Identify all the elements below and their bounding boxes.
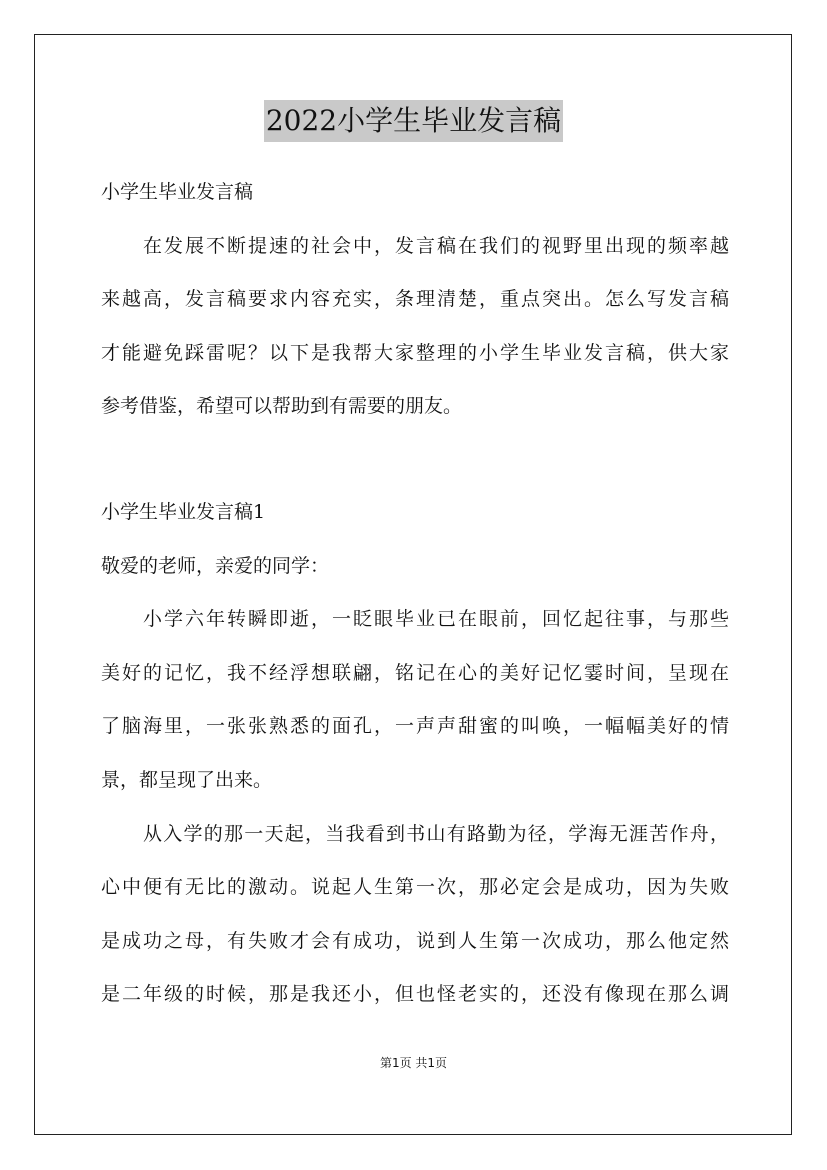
- subtitle: 小学生毕业发言稿: [101, 181, 254, 203]
- paragraph-line: 从入学的那一天起，当我看到书山有路勤为径，学海无涯苦作舟，: [143, 822, 729, 845]
- intro-line: 参考借鉴，希望可以帮助到有需要的朋友。: [101, 395, 463, 418]
- paragraph-line: 是成功之母，有失败才会有成功，说到人生第一次成功，那么他定然: [101, 929, 729, 952]
- page-footer: 第1页 共1页: [379, 1056, 448, 1070]
- paragraph-line: 是二年级的时候，那是我还小，但也怪老实的，还没有像现在那么调: [101, 983, 729, 1006]
- section-spacer: [101, 434, 729, 486]
- paragraph-line: 了脑海里，一张张熟悉的面孔，一声声甜蜜的叫唤，一幅幅美好的情: [101, 715, 729, 738]
- paragraph-line: 心中便有无比的激动。说起人生第一次，那必定会是成功，因为失败: [101, 876, 729, 899]
- paragraph-line: 景，都呈现了出来。: [101, 768, 273, 791]
- title-container: [0, 100, 827, 142]
- paragraph-line: 美好的记忆，我不经浮想联翩，铭记在心的美好记忆霎时间，呈现在: [101, 661, 729, 684]
- intro-line: 在发展不断提速的社会中，发言稿在我们的视野里出现的频率越: [143, 234, 729, 257]
- paragraph-line: 小学六年转瞬即逝，一眨眼毕业已在眼前，回忆起往事，与那些: [143, 608, 729, 631]
- intro-line: 来越高，发言稿要求内容充实，条理清楚，重点突出。怎么写发言稿: [101, 288, 729, 311]
- intro-line: 才能避免踩雷呢？以下是我帮大家整理的小学生毕业发言稿，供大家: [101, 341, 729, 364]
- document-body: [101, 166, 729, 1022]
- greeting: 敬爱的老师，亲爱的同学：: [101, 554, 330, 577]
- document-title: 2022小学生毕业发言稿: [264, 100, 563, 142]
- section-heading: 小学生毕业发言稿1: [101, 500, 266, 523]
